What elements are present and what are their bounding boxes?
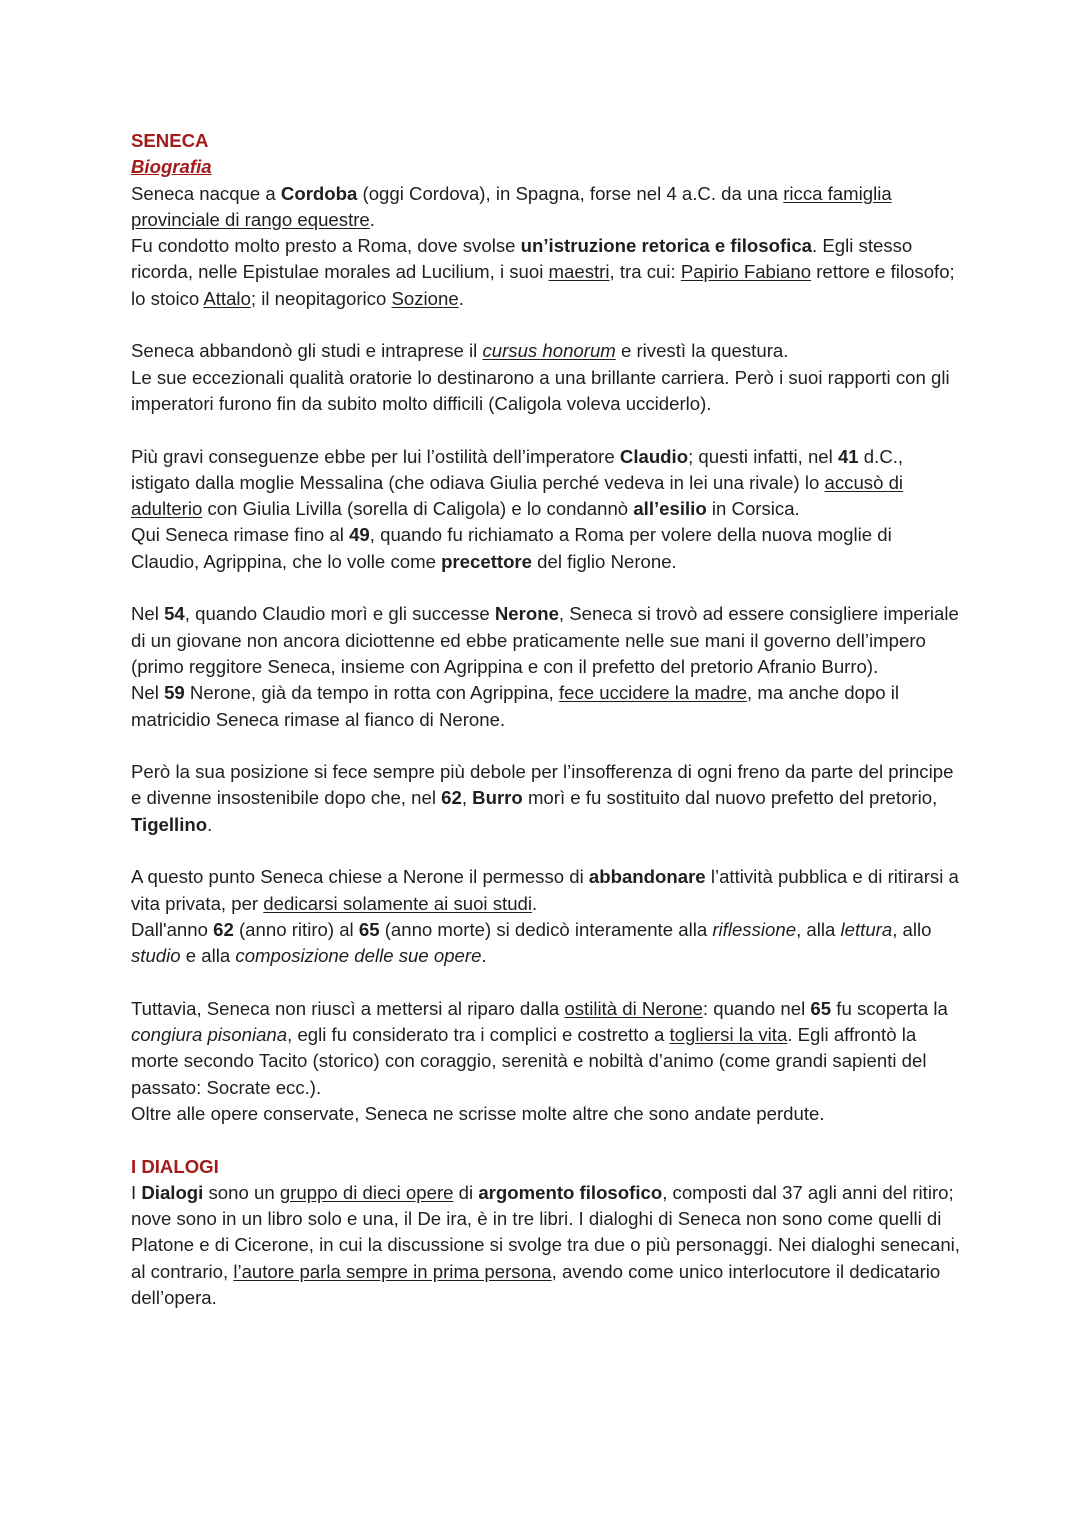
text-run: , Seneca si trovò ad essere consigliere imperiale di un giovane non ancora diciottenne ed ebbe praticamente nelle sue mani il governo dell’impero (primo reggitore Seneca, insieme con Agrippina e con il prefetto del pretorio Afranio Burro). (131, 603, 959, 677)
text-run: congiura pisoniana (131, 1024, 288, 1046)
text-run: Seneca abbandonò gli studi e intraprese il (131, 340, 483, 362)
text-run: Qui Seneca rimase fino al (131, 524, 350, 546)
text-run: Più gravi conseguenze ebbe per lui l’ostilità dell’imperatore (131, 445, 620, 467)
text-run: Nerone, già da tempo in rotta con Agrippina, (184, 682, 559, 704)
paragraph (131, 338, 960, 364)
text-run: all’esilio (633, 498, 707, 520)
text-run: abbandonare (588, 866, 706, 888)
text-run: Claudio (619, 445, 689, 467)
text-run: Tuttavia, Seneca non riuscì a mettersi al riparo dalla (131, 997, 565, 1019)
text-run: composizione delle sue opere (235, 945, 482, 967)
text-run: 62 (441, 787, 462, 809)
text-run: A questo punto Seneca chiese a Nerone il permesso di (131, 866, 589, 888)
text-run: Nel (131, 603, 165, 625)
text-run: del figlio Nerone. (532, 550, 677, 572)
paragraph (131, 601, 960, 680)
section-subtitle-biografia: Biografia (131, 156, 212, 178)
text-run: maestri (548, 261, 610, 283)
text-run: Le sue eccezionali qualità oratorie lo destinarono a una brillante carriera. Però i suoi rapporti con gli imperatori furono fin da subito molto difficili (Caligola voleva ucciderlo). (131, 366, 950, 414)
paragraph (131, 233, 960, 312)
text-run: ; questi infatti, nel (688, 445, 838, 467)
text-run: togliersi la vita (669, 1024, 788, 1046)
text-run: e alla (180, 945, 236, 967)
text-run: Attalo (203, 287, 251, 309)
text-run: argomento filosofico (478, 1181, 663, 1203)
text-run: (anno ritiro) al (233, 918, 359, 940)
text-run: di (453, 1181, 479, 1203)
text-run: , quando Claudio morì e gli successe (184, 603, 495, 625)
text-run: , allo (892, 918, 932, 940)
text-run: 41 (837, 445, 859, 467)
text-run: . Egli affrontò la morte secondo Tacito (storico) con coraggio, serenità e nobiltà d’animo (come grandi sapienti del passato: Socrate ecc.). (131, 1024, 927, 1098)
text-run: Burro (472, 787, 523, 809)
text-run: 54 (164, 603, 185, 625)
text-run: Sozione (391, 287, 459, 309)
text-run: , tra cui: (609, 261, 681, 283)
text-run: dedicarsi solamente ai suoi studi (263, 892, 533, 914)
text-run: fu scoperta la (831, 997, 948, 1019)
text-run: 65 (358, 918, 380, 940)
text-run: ricca famiglia provinciale di rango equestre (131, 182, 892, 230)
text-run: Cordoba (280, 182, 358, 204)
text-run: cursus honorum (482, 340, 616, 362)
text-run: . (207, 813, 213, 835)
paragraph (131, 522, 960, 575)
paragraph (131, 759, 960, 838)
text-run: con Giulia Livilla (sorella di Caligola) e lo condannò (202, 498, 634, 520)
text-run: : quando nel (702, 997, 811, 1019)
text-run: un’istruzione retorica e filosofica (520, 235, 813, 257)
text-run: , avendo come unico interlocutore il dedicatario dell’opera. (131, 1260, 941, 1309)
text-run: I (131, 1181, 142, 1203)
paragraph (131, 917, 960, 970)
text-run: Però la sua posizione si fece sempre più debole per l’insofferenza di ogni freno da parte del principe e divenne insostenibile dopo che, nel (131, 761, 954, 809)
text-run: Tigellino (131, 813, 208, 835)
text-run: rettore e filosofo; lo stoico (131, 261, 955, 309)
text-run: morì e fu sostituito dal nuovo prefetto del pretorio, (522, 787, 938, 809)
paragraph (131, 1180, 960, 1311)
text-run: ostilità di Nerone (564, 997, 703, 1019)
text-run: Nerone (494, 603, 559, 625)
paragraph (131, 864, 960, 917)
text-run: Nel (131, 682, 165, 704)
text-run: , quando fu richiamato a Roma per volere della nuova moglie di Claudio, Agrippina, che lo volle come (131, 524, 892, 572)
text-run: gruppo di dieci opere (279, 1181, 454, 1203)
text-run: d.C., istigato dalla moglie Messalina (che odiava Giulia perché vedeva in lei una rivale) lo (131, 445, 904, 493)
text-run: , (461, 787, 473, 809)
text-run: studio (131, 945, 181, 967)
text-run: 59 (164, 682, 185, 704)
text-run: . (532, 892, 538, 914)
text-run: sono un (203, 1181, 280, 1203)
text-run: , composti dal 37 agli anni del ritiro; nove sono in un libro solo e una, il De ira, è in tre libri. I dialoghi di Seneca non sono come quelli di Platone e di Cicerone, in cui la discussione si svolge tra due o più personaggi. Nei dialoghi senecani, al contrario, (131, 1181, 960, 1282)
text-run: fece uccidere la madre (558, 682, 748, 704)
paragraph (131, 996, 960, 1101)
text-run: riflessione (712, 918, 797, 940)
text-run: . (458, 287, 464, 309)
text-run: Seneca nacque a (131, 182, 281, 204)
text-run: Papirio Fabiano (680, 261, 812, 283)
section-title-dialoghi: I DIALOGI (131, 1155, 219, 1177)
text-run: ; il neopitagorico (250, 287, 392, 309)
text-run: accusò di adulterio (131, 471, 904, 520)
text-run: Oltre alle opere conservate, Seneca ne scrisse molte altre che sono andate perdute. (131, 1102, 825, 1124)
paragraph (131, 1101, 960, 1127)
text-run: l’autore parla sempre in prima persona (233, 1260, 552, 1282)
text-run: l’attività pubblica e di ritirarsi a vita privata, per (131, 866, 959, 914)
text-run: Dialogi (141, 1181, 204, 1203)
text-run: , alla (796, 918, 841, 940)
text-run: . Egli stesso ricorda, nelle Epistulae morales ad Lucilium, i suoi (131, 235, 913, 283)
text-run: Fu condotto molto presto a Roma, dove svolse (131, 235, 521, 257)
text-run: 65 (810, 997, 832, 1019)
paragraph (131, 181, 960, 234)
text-run: . (481, 945, 487, 967)
text-run: lettura (840, 918, 893, 940)
text-run: (anno morte) si dedicò interamente alla (379, 918, 713, 940)
text-run: in Corsica. (706, 498, 800, 520)
text-run: (oggi Cordova), in Spagna, forse nel 4 a.C. da una (357, 182, 784, 204)
document-title: SENECA (131, 130, 209, 151)
text-run: precettore (441, 550, 533, 572)
text-run: Dall'anno (131, 918, 214, 940)
text-run: e rivestì la questura. (615, 340, 789, 362)
paragraph (131, 365, 960, 418)
text-run: . (369, 208, 375, 230)
text-run: 62 (213, 918, 234, 940)
text-run: , egli fu considerato tra i complici e costretto a (287, 1024, 670, 1046)
paragraph (131, 680, 960, 733)
text-run: 49 (349, 524, 370, 546)
text-run: , ma anche dopo il matricidio Seneca rimase al fianco di Nerone. (131, 682, 899, 730)
paragraph (131, 444, 960, 523)
